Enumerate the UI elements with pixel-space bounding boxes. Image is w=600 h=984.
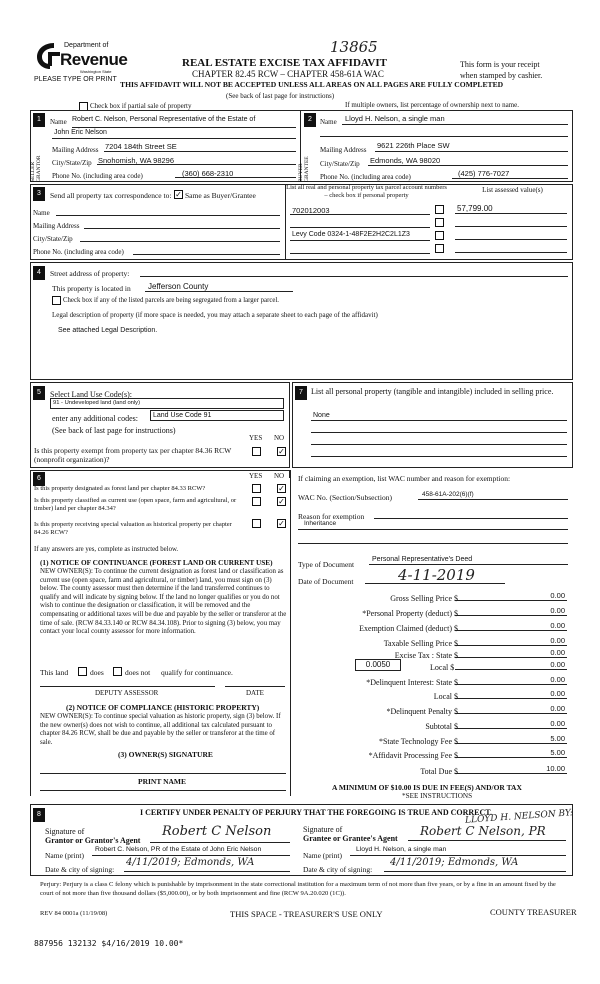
delinq-int-state-amount[interactable]: 0.00 — [455, 674, 567, 685]
delinq-pen-amount[interactable]: 0.00 — [455, 703, 567, 714]
doc-type-value[interactable]: Personal Representative's Deed — [372, 556, 473, 563]
total-due-amount[interactable]: 10.00 — [455, 763, 567, 774]
section-1-number: 1 — [33, 113, 45, 127]
local-amount[interactable]: 0.00 — [455, 659, 567, 670]
receipt-stamp: 887956 132132 $4/16/2019 10.00* — [34, 939, 184, 948]
certify-statement: I CERTIFY UNDER PENALTY OF PERJURY THAT THE FOREGOING IS TRUE AND CORRECT. — [140, 808, 493, 817]
buyer-city-label: City/State/Zip — [320, 160, 360, 168]
delinq-int-local-label: Local $ — [433, 692, 458, 701]
send-correspondence-label: Send all property tax correspondence to: — [50, 191, 172, 200]
notice-compliance-body: NEW OWNER(S): To continue special valuation as historic property, sign (3) below. If the new owner(s) does not wish to continue, all additional tax calculated pursuant to chapter 84.26 RCW, shall be due and payable by the seller or transferor at the time of sale. — [40, 713, 281, 746]
exempt-question: Is this property exempt from property tax per chapter 84.36 RCW (nonprofit organization)? — [34, 446, 232, 464]
forest-yes-checkbox[interactable] — [252, 484, 261, 493]
historic-yes-checkbox[interactable] — [252, 519, 261, 528]
personal-property-checkbox-3[interactable] — [435, 231, 444, 240]
delinq-pen-label: *Delinquent Penalty $ — [386, 707, 458, 716]
affidavit-fee-amount[interactable]: 5.00 — [455, 747, 567, 758]
doc-type-label: Type of Document — [298, 560, 355, 569]
personal-deduct-amount[interactable]: 0.00 — [455, 605, 567, 616]
logo-state: Washington State — [80, 69, 112, 74]
local-label: Local $ — [430, 663, 455, 672]
form-warning: THIS AFFIDAVIT WILL NOT BE ACCEPTED UNLESS ALL AREAS ON ALL PAGES ARE FULLY COMPLETED — [120, 80, 504, 89]
does-not-label: does not — [125, 668, 151, 677]
taxable-label: Taxable Selling Price $ — [383, 639, 458, 648]
tech-fee-label: *State Technology Fee $ — [378, 737, 458, 746]
corr-city-label: City/State/Zip — [33, 235, 73, 243]
grantor-print-name[interactable]: Robert C. Nelson, PR of the Estate of John Eric Nelson — [95, 846, 262, 853]
minimum-note: A MINIMUM OF $10.00 IS DUE IN FEE(S) AND/OR TAX — [332, 783, 522, 792]
exemption-claim-label: If claiming an exemption, list WAC number and reason for exemption: — [298, 474, 511, 483]
buyer-side-label: BUYER GRANTEE — [298, 156, 310, 182]
seller-name[interactable]: Robert C. Nelson, Personal Representative of the Estate of — [72, 116, 256, 123]
notice-continuance-body: NEW OWNER(S): To continue the current designation as forest land or classification as current use (open space, farm and agricultural, or timber) land, you must sign on (3) below. The county assessor must then determine if the land transferred continues to qualify and will indicate by signing below. If the land no longer qualifies or you do not wish to continue the designation or classification, it will be removed and the compensating or additional taxes will be due and payable by the seller or transferor at the time of sale. (RCW 84.33.140 or RCW 84.34.108). Prior to signing (3) below, you may contact your local county assessor for more information. — [40, 568, 287, 636]
segregated-checkbox[interactable] — [52, 296, 61, 305]
grantee-hand-note: LLOYD H. NELSON BY: — [464, 808, 574, 826]
additional-codes-input[interactable]: Land Use Code 91 — [150, 410, 284, 421]
grantor-print-label: Name (print) — [45, 851, 84, 860]
gross-amount[interactable]: 0.00 — [455, 590, 567, 601]
delinq-int-local-amount[interactable]: 0.00 — [455, 688, 567, 699]
excise-state-amount[interactable]: 0.00 — [455, 647, 567, 658]
section-2-number: 2 — [304, 113, 316, 127]
grantee-sig-label: Signature of — [303, 825, 343, 834]
date-label: DATE — [246, 689, 264, 697]
assessed-header: List assessed value(s) — [482, 186, 543, 194]
notice-continuance-title: (1) NOTICE OF CONTINUANCE (FOREST LAND OR CURRENT USE) — [40, 558, 273, 567]
handwritten-number: 13865 — [330, 38, 378, 56]
grantor-sig-label: Signature of — [45, 827, 85, 836]
grantor-date-label: Date & city of signing: — [45, 865, 115, 874]
land-does-not-checkbox[interactable] — [113, 667, 122, 676]
county-treasurer: COUNTY TREASURER — [490, 907, 577, 917]
total-due-label: Total Due $ — [420, 767, 458, 776]
seller-city[interactable]: Snohomish, WA 98296 — [98, 156, 175, 165]
receipt-note: This form is your receipt — [460, 60, 540, 69]
land-does-checkbox[interactable] — [78, 667, 87, 676]
sec5-yes: YES — [249, 434, 263, 442]
owner-signature-label: (3) OWNER(S) SIGNATURE — [118, 750, 213, 759]
please-type: PLEASE TYPE OR PRINT — [34, 76, 117, 83]
this-land-label: This land — [40, 668, 69, 677]
parcel-header: List all real and personal property tax parcel account numbers – check box if personal property — [286, 184, 447, 199]
subtotal-amount[interactable]: 0.00 — [455, 718, 567, 729]
buyer-addr-label: Mailing Address — [320, 146, 367, 154]
current-use-no-checkbox[interactable]: ✓ — [278, 497, 285, 506]
seller-addr-label: Mailing Address — [52, 146, 99, 154]
see-instructions: *SEE INSTRUCTIONS — [402, 792, 473, 800]
section-4-number: 4 — [33, 266, 45, 280]
historic-question: Is this property receiving special valuation as historical property per chapter 84.26 RCW? — [34, 521, 232, 536]
street-address-label: Street address of property: — [50, 269, 130, 278]
dor-logo — [34, 38, 128, 76]
form-chapter: CHAPTER 82.45 RCW – CHAPTER 458-61A WAC — [192, 69, 384, 79]
reason-label: Reason for exemption — [298, 512, 365, 521]
partial-sale-label: Check box if partial sale of property — [90, 102, 192, 110]
levy-code[interactable]: Levy Code 0324-1-48F2E2H2C2L1Z3 — [292, 231, 410, 238]
buyer-phone-label: Phone No. (including area code) — [320, 173, 411, 181]
seller-name-label: Name — [50, 118, 67, 126]
grantee-print-name[interactable]: Lloyd H. Nelson, a single man — [356, 846, 447, 853]
personal-property-label: List all personal property (tangible and intangible) included in selling price. — [311, 387, 554, 396]
seller-addr[interactable]: 7204 184th Street SE — [105, 142, 177, 151]
parcel-number-1[interactable]: 702012003 — [292, 206, 330, 215]
reason-value[interactable]: Inheritance — [304, 520, 337, 527]
doc-date-label: Date of Document — [298, 577, 354, 586]
section-7-number: 7 — [295, 386, 307, 400]
personal-deduct-label: *Personal Property (deduct) $ — [362, 609, 458, 618]
exemption-claimed-label: Exemption Claimed (deduct) $ — [359, 624, 458, 633]
corr-phone-label: Phone No. (including area code) — [33, 248, 124, 256]
form-title: REAL ESTATE EXCISE TAX AFFIDAVIT — [182, 57, 387, 69]
exempt-no-checkbox[interactable]: ✓ — [278, 447, 285, 456]
doc-date-value[interactable]: 4-11-2019 — [398, 566, 475, 584]
personal-property-checkbox-2[interactable] — [435, 218, 444, 227]
buyer-city[interactable]: Edmonds, WA 98020 — [370, 156, 441, 165]
sec6-no: NO — [274, 472, 285, 480]
land-use-label: Select Land Use Code(s): — [50, 390, 132, 399]
corr-name-label: Name — [33, 209, 50, 217]
grantee-signature: Robert C Nelson, PR — [420, 824, 546, 838]
seller-phone-label: Phone No. (including area code) — [52, 172, 143, 180]
section-8-number: 8 — [33, 808, 45, 822]
buyer-name-label: Name — [320, 118, 337, 126]
grantee-print-label: Name (print) — [303, 851, 342, 860]
notice-compliance-title: (2) NOTICE OF COMPLIANCE (HISTORIC PROPERTY) — [66, 703, 260, 712]
legal-description[interactable]: See attached Legal Description. — [58, 327, 158, 334]
personal-property-value[interactable]: None — [313, 412, 330, 419]
sec5-see-back: (See back of last page for instructions) — [52, 426, 176, 435]
if-yes-note: If any answers are yes, complete as instructed below. — [34, 546, 179, 553]
seller-city-label: City/State/Zip — [52, 159, 92, 167]
grantor-sig-label-2: Grantor or Grantor's Agent — [45, 836, 141, 845]
grantor-signature: Robert C Nelson — [162, 824, 272, 839]
additional-codes-label: enter any additional codes: — [52, 414, 138, 423]
forest-no-checkbox[interactable]: ✓ — [278, 484, 285, 493]
exemption-claimed-amount[interactable]: 0.00 — [455, 620, 567, 631]
sec5-no: NO — [274, 434, 285, 442]
seller-side-label: SELLER GRANTOR — [30, 155, 42, 182]
personal-property-checkbox-4[interactable] — [435, 244, 444, 253]
buyer-phone[interactable]: (425) 776-7027 — [458, 169, 510, 178]
logo-dept: Department of — [64, 42, 109, 49]
gross-label: Gross Selling Price $ — [390, 594, 458, 603]
corr-addr-label: Mailing Address — [33, 222, 80, 230]
grantor-date-city[interactable]: 4/11/2019; Edmonds, WA — [126, 857, 255, 868]
seller-name-2[interactable]: John Eric Nelson — [54, 129, 107, 136]
seller-phone[interactable]: (360) 668-2310 — [182, 169, 234, 178]
receipt-note-2: when stamped by cashier. — [460, 71, 543, 80]
county-label: This property is located in — [52, 284, 131, 293]
buyer-addr[interactable]: 9621 226th Place SW — [377, 141, 450, 150]
delinq-int-state-label: *Delinquent Interest: State $ — [366, 678, 458, 687]
rev-number: REV 84 0001a (11/19/08) — [40, 910, 108, 917]
taxable-amount[interactable]: 0.00 — [455, 635, 567, 646]
logo-name: Revenue — [60, 50, 128, 69]
section-5-number: 5 — [33, 386, 45, 400]
personal-property-checkbox-1[interactable] — [435, 205, 444, 214]
same-as-buyer-label: Same as Buyer/Grantee — [185, 191, 256, 200]
print-name-label: PRINT NAME — [138, 777, 186, 786]
grantee-date-city[interactable]: 4/11/2019; Edmonds, WA — [390, 857, 519, 868]
subtotal-label: Subtotal $ — [425, 722, 458, 731]
exempt-yes-checkbox[interactable] — [252, 447, 261, 456]
current-use-yes-checkbox[interactable] — [252, 497, 261, 506]
does-label: does — [90, 668, 104, 677]
wac-value[interactable]: 458-61A-202(6)(f) — [422, 491, 474, 498]
deputy-assessor-label: DEPUTY ASSESSOR — [95, 689, 159, 697]
same-as-buyer-checkbox[interactable]: ✓ — [175, 190, 182, 199]
section-6-number: 6 — [33, 472, 45, 486]
affidavit-fee-label: *Affidavit Processing Fee $ — [368, 751, 458, 760]
tech-fee-amount[interactable]: 5.00 — [455, 733, 567, 744]
forest-land-question: Is this property designated as forest land per chapter 84.33 RCW? — [34, 485, 206, 492]
county-value[interactable]: Jefferson County — [148, 282, 209, 291]
section-3-number: 3 — [33, 187, 45, 201]
perjury-note: Perjury: Perjury is a class C felony which is punishable by imprisonment in the state correctional institution for a maximum term of not more than five years, or by a fine in an amount fixed by the court of not more than five thousand dollars ($5,000.00), or by both imprisonment and fine (RCW 9A.20.020 (1C)). — [40, 881, 556, 897]
grantee-date-label: Date & city of signing: — [303, 865, 373, 874]
current-use-question: Is this property classified as current use (open space, farm and agricultural, or timber) land per chapter 84.34? — [34, 497, 237, 512]
legal-description-label: Legal description of property (if more space is needed, you may attach a separate sheet to each page of the affidavit) — [52, 311, 378, 319]
treasurer-space: THIS SPACE - TREASURER'S USE ONLY — [230, 909, 383, 919]
buyer-name[interactable]: Lloyd H. Nelson, a single man — [345, 114, 445, 123]
local-rate[interactable]: 0.0050 — [355, 659, 401, 671]
section-4 — [30, 262, 573, 380]
grantee-sig-label-2: Grantee or Grantee's Agent — [303, 834, 398, 843]
historic-no-checkbox[interactable]: ✓ — [278, 519, 285, 528]
qualify-label: qualify for continuance. — [161, 668, 233, 677]
see-back: (See back of last page for instructions) — [226, 92, 335, 100]
sec6-yes: YES — [249, 472, 263, 480]
multiple-owners-note: If multiple owners, list percentage of ownership next to name. — [345, 101, 519, 109]
wac-label: WAC No. (Section/Subsection) — [298, 493, 392, 502]
excise-state-label: Excise Tax : State $ — [394, 651, 458, 660]
segregated-label: Check box if any of the listed parcels are being segregated from a larger parcel. — [63, 297, 279, 304]
assessed-value-1[interactable]: 57,799.00 — [457, 204, 493, 213]
land-use-select[interactable]: 91 - Undeveloped land (land only) — [50, 398, 284, 409]
